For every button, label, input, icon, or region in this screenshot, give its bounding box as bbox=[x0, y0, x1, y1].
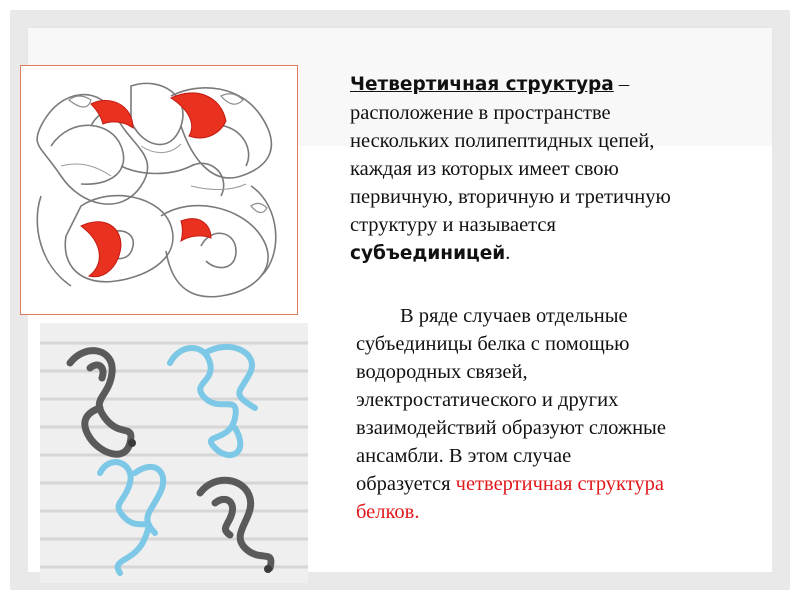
heading-dash: – bbox=[613, 73, 630, 95]
definition-line-3: нескольких полипептидных цепей, bbox=[350, 130, 655, 152]
ensemble-line-6: ансамбли. В этом случае bbox=[356, 445, 572, 467]
heading-term: Четвертичная структура bbox=[350, 74, 614, 95]
ensemble-line-2: субъединицы белка с помощью bbox=[356, 333, 630, 355]
protein-structure-image bbox=[20, 65, 298, 315]
definition-line-5: первичную, вторичную и третичную bbox=[350, 186, 671, 208]
subunit-chains-illustration bbox=[40, 323, 308, 583]
highlight-term: четвертичная структура bbox=[455, 473, 665, 495]
ensemble-line-5: взаимодействий образуют сложные bbox=[356, 417, 666, 439]
highlight-term-end: белков. bbox=[356, 501, 420, 523]
ensemble-line-8 bbox=[356, 498, 776, 526]
subunit-term: субъединицей bbox=[350, 243, 506, 264]
ensemble-paragraph bbox=[356, 302, 776, 526]
definition-line-1 bbox=[350, 70, 775, 99]
definition-line-6: структуру и называется bbox=[350, 214, 556, 236]
protein-structure-illustration bbox=[21, 66, 297, 314]
definition-line-2: расположение в пространстве bbox=[350, 102, 611, 124]
ensemble-prefix: образуется bbox=[356, 473, 456, 495]
definition-line-7 bbox=[350, 239, 775, 268]
ensemble-line-3: водородных связей, bbox=[356, 361, 528, 383]
ensemble-line-7 bbox=[356, 470, 776, 498]
ensemble-line-1 bbox=[356, 302, 776, 330]
subunit-chains-image bbox=[40, 323, 308, 583]
definition-line-4: каждая из которых имеет свою bbox=[350, 158, 619, 180]
ensemble-line-4: электростатического и других bbox=[356, 389, 619, 411]
definition-end: . bbox=[505, 242, 511, 264]
ensemble-line-1-text: В ряде случаев отдельные bbox=[400, 305, 628, 327]
definition-paragraph bbox=[350, 70, 775, 268]
